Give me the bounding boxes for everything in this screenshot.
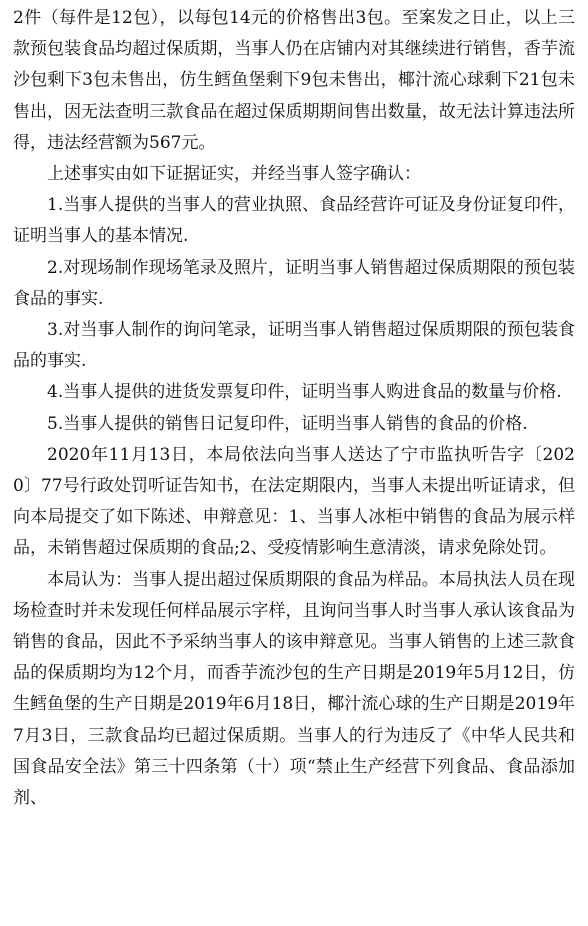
paragraph-continuation: 2件（每件是12包），以每包14元的价格售出3包。至案发之日止，以上三款预包装食品均超过保质期，当事人仍在店铺内对其继续进行销售，香芋流沙包剩下3包未售出，仿生鳕鱼堡剩下9包未售出，椰汁流心球剩下21包未售出，因无法查明三款食品在超过保质期期间售出数量，故无法计算违法所得，违法经营额为567元。 <box>13 8 575 153</box>
paragraph-evidence-2: 2.对现场制作现场笔录及照片，证明当事人销售超过保质期限的预包装食品的事实. <box>13 257 575 309</box>
paragraph-bureau-opinion: 本局认为：当事人提出超过保质期限的食品为样品。本局执法人员在现场检查时并未发现任何样品展示字样，且询问当事人时当事人承认该食品为销售的食品，因此不予采纳当事人的该申辩意见。当事人销售的上述三款食品的保质期均为12个月，而香芋流沙包的生产日期是2019年5月12日，仿生鳕鱼堡的生产日期是2019年6月18日，椰汁流心球的生产日期是2019年7月3日，三款食品均已超过保质期。当事人的行为违反了《中华人民共和国食品安全法》第三十四条第（十）项“禁止生产经营下列食品、食品添加剂、 <box>13 569 575 809</box>
document-page <box>13 3 575 814</box>
paragraph-hearing-notice: 2020年11月13日，本局依法向当事人送达了宁市监执听告字〔2020〕77号行政处罚听证告知书，在法定期限内，当事人未提出听证请求，但向本局提交了如下陈述、申辩意见：1、当事人冰柜中销售的食品为展示样品，未销售超过保质期的食品;2、受疫情影响生意清淡，请求免除处罚。 <box>13 444 575 559</box>
paragraph-evidence-1: 1.当事人提供的当事人的营业执照、食品经营许可证及身份证复印件，证明当事人的基本情况. <box>13 195 575 247</box>
paragraph-evidence-4: 4.当事人提供的进货发票复印件，证明当事人购进食品的数量与价格. <box>47 382 562 403</box>
paragraph-evidence-5: 5.当事人提供的销售日记复印件，证明当事人销售的食品的价格. <box>47 413 528 434</box>
paragraph-evidence-intro: 上述事实由如下证据证实，并经当事人签字确认： <box>47 164 421 185</box>
paragraph-evidence-3: 3.对当事人制作的询问笔录，证明当事人销售超过保质期限的预包装食品的事实. <box>13 320 575 372</box>
